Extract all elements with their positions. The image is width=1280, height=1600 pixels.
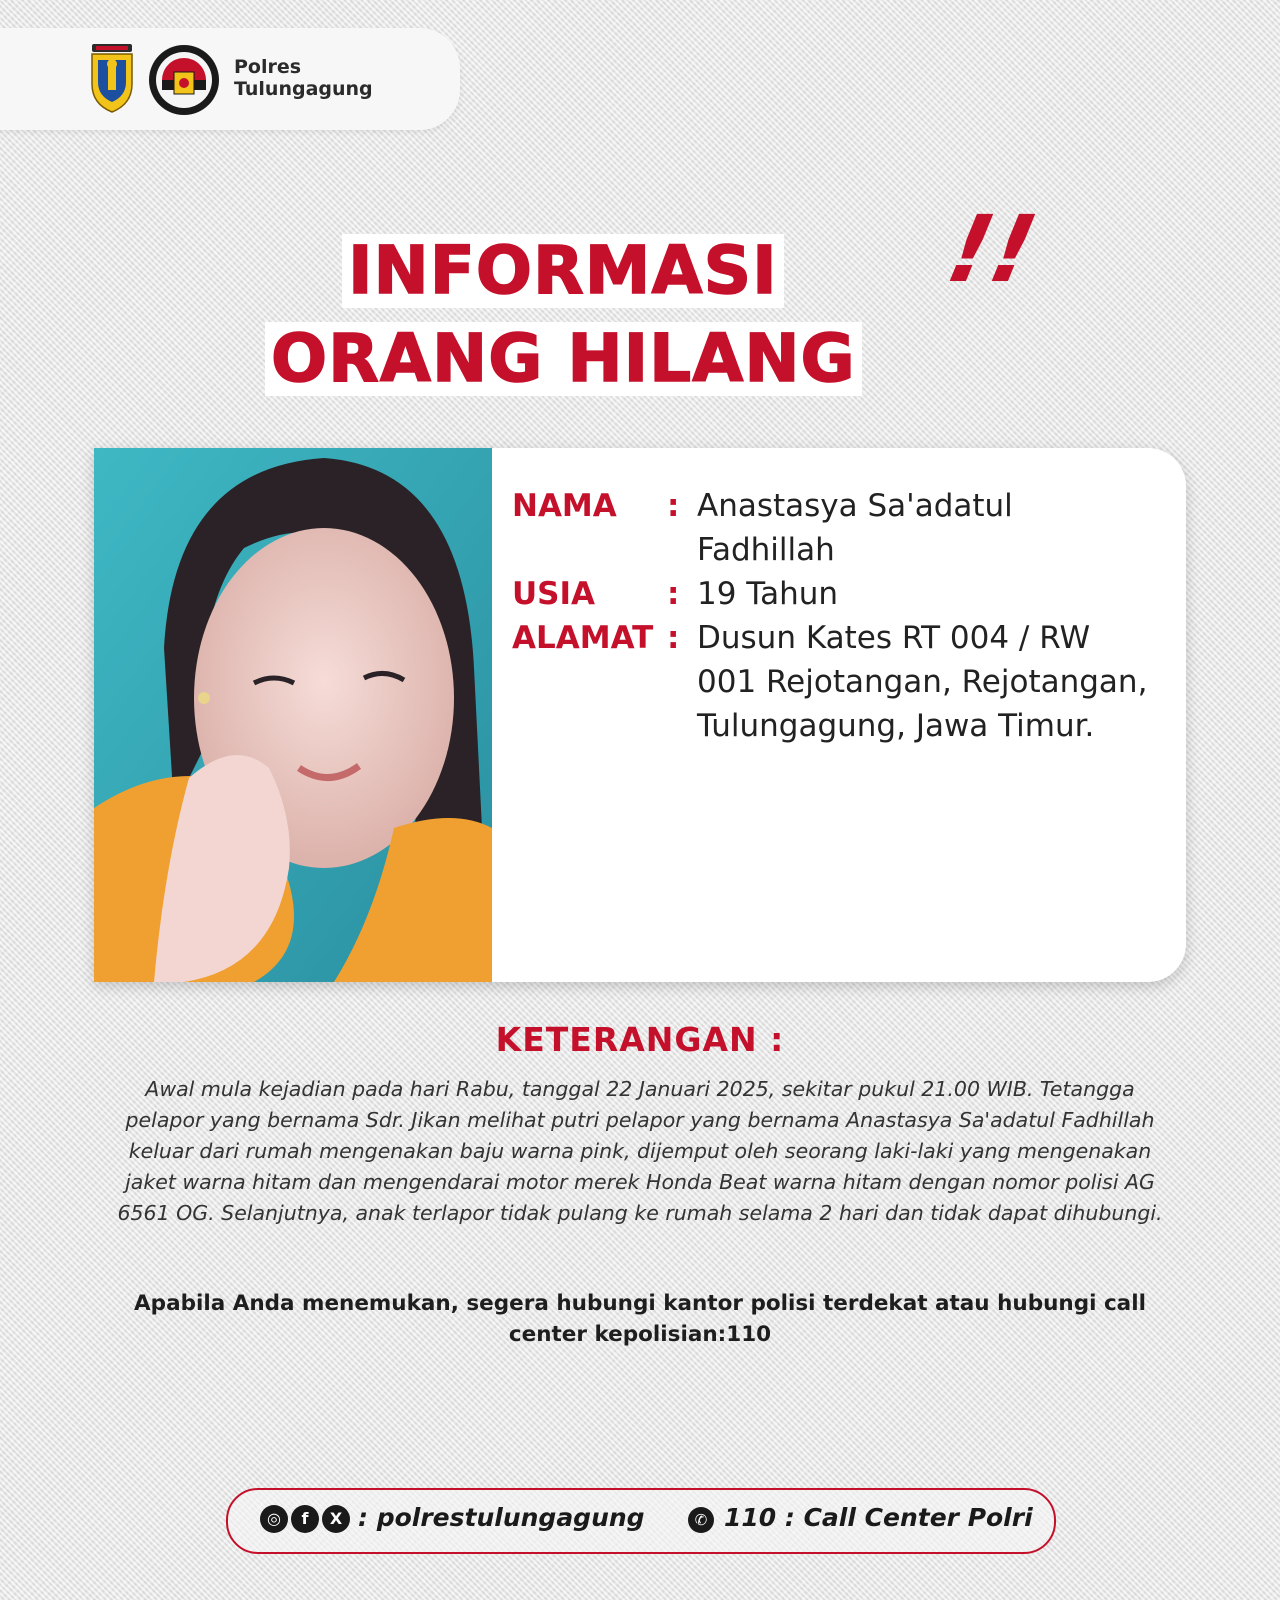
polres-round-logo <box>148 44 220 116</box>
brand-line-2: Tulungagung <box>234 78 373 100</box>
title-exclamation: !! <box>938 196 1046 303</box>
social-handle[interactable]: : polrestulungagung <box>358 1503 645 1532</box>
address-colon: : <box>667 620 680 656</box>
call-center-text[interactable]: 110 : Call Center Polri <box>724 1503 1033 1532</box>
x-icon[interactable]: X <box>322 1505 350 1533</box>
call-to-action: Apabila Anda menemukan, segera hubungi kantor polisi terdekat atau hubungi call center kepolisian:110 <box>134 1291 1146 1347</box>
age-label: USIA <box>512 576 596 612</box>
age-colon: : <box>667 576 680 612</box>
name-row <box>512 484 1152 572</box>
brand-line-1: Polres <box>234 56 302 78</box>
facebook-icon[interactable]: f <box>291 1505 319 1533</box>
missing-person-card <box>94 448 1186 982</box>
social-icons <box>260 1505 353 1533</box>
name-colon: : <box>667 488 680 524</box>
keterangan-body: Awal mula kejadian pada hari Rabu, tanggal 22 Januari 2025, sekitar pukul 21.00 WIB. Tetangga pelapor yang bernama Sdr. Jikan melihat putri pelapor yang bernama Anastasya Sa'adatul Fadhillah keluar dari rumah mengenakan baju warna pink, dijemput oleh seorang laki-laki yang mengenakan jaket warna hitam dan mengendarai motor merek Honda Beat warna hitam dengan nomor polisi AG 6561 OG. Selanjutnya, anak terlapor tidak pulang ke rumah selama 2 hari dan tidak dapat dihubungi. <box>117 1077 1163 1225</box>
title-informasi: INFORMASI <box>342 234 784 308</box>
name-label: NAMA <box>512 488 617 524</box>
person-info <box>512 484 1152 748</box>
instagram-icon[interactable]: ◎ <box>260 1505 288 1533</box>
police-shield-logo <box>88 44 136 114</box>
address-label: ALAMAT <box>512 620 654 656</box>
phone-icon: ✆ <box>688 1507 714 1533</box>
age-value: 19 Tahun <box>697 576 839 612</box>
address-row <box>512 616 1152 748</box>
address-value: Dusun Kates RT 004 / RW 001 Rejotangan, Rejotangan, Tulungagung, Jawa Timur. <box>697 620 1148 744</box>
brand-name <box>234 56 373 100</box>
keterangan-title: KETERANGAN : <box>495 1020 785 1059</box>
header-bar <box>0 28 460 130</box>
missing-person-photo <box>94 448 492 982</box>
footer-contact-bar <box>226 1488 1056 1554</box>
name-value: Anastasya Sa'adatul Fadhillah <box>697 488 1013 568</box>
title-orang-hilang: ORANG HILANG <box>265 322 862 396</box>
age-row <box>512 572 1152 616</box>
